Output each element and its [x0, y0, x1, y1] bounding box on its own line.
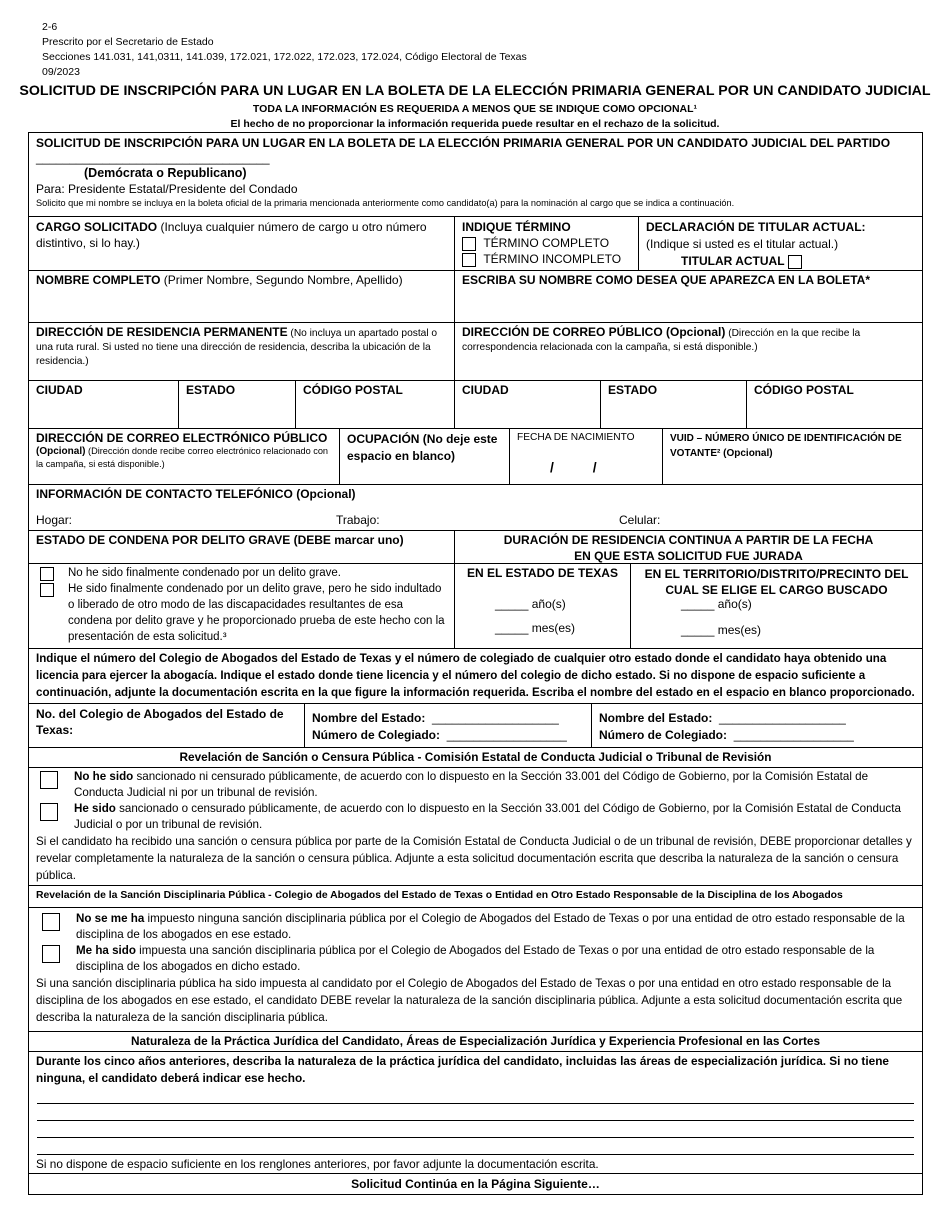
name-row	[29, 271, 922, 323]
yes-discipline-text: impuesta una sanción disciplinaria pública por el Colegio de Abogados del Estado de Texas o por una entidad de otro estado responsable de la disciplina de los abogados en dicho estado.	[76, 944, 875, 973]
no-discipline-text: impuesto ninguna sanción disciplinaria pública por el Colegio de Abogados del Estado de Texas o por una entidad de otro estado responsable de la disciplina de los abogados en ese estado.	[76, 912, 905, 941]
form-header	[42, 20, 527, 80]
practice-line-4[interactable]	[37, 1138, 914, 1155]
no-sanction-checkbox[interactable]	[40, 771, 58, 789]
mail-state-field[interactable]: ESTADO	[601, 381, 747, 428]
office-row	[29, 217, 922, 271]
blank: ___________________	[719, 711, 846, 725]
partial-term-label: TÉRMINO INCOMPLETO	[483, 252, 622, 266]
practice-line-1[interactable]	[37, 1087, 914, 1104]
months-label: mes(es)	[717, 623, 762, 637]
number1-field[interactable]	[312, 727, 584, 744]
city-row	[29, 381, 922, 429]
contact-row	[29, 429, 922, 485]
no-sanction-text: sancionado ni censurado públicamente, de acuerdo con lo dispuesto en la Sección 33.001 del Código de Gobierno, por la Comisión Estatal de Conducta Judicial ni por un tribunal de revisión.	[74, 770, 869, 799]
texas-years-field[interactable]	[495, 597, 566, 611]
territory-residence-label: EN EL TERRITORIO/DISTRITO/PRECINTO DEL CUAL SE ELIGE EL CARGO BUSCADO	[644, 567, 909, 597]
party-heading: SOLICITUD DE INSCRIPCIÓN PARA UN LUGAR EN LA BOLETA DE LA ELECCIÓN PRIMARIA GENERAL POR UN CANDIDATO JUDICIAL DEL PARTIDO	[36, 136, 891, 150]
term-field	[455, 217, 639, 270]
blank: ___________________	[432, 711, 559, 725]
sanction-note: Si el candidato ha recibido una sanción o censura pública por parte de la Comisión Estatal de Conducta Judicial o de un tribunal de revisión, DEBE proporcionar detalles y revelar completamente la naturaleza de la sanción o censura pública. Adjunte a esta solicitud documentación escrita que describa la naturaleza de la sanción o censura pública.	[36, 835, 912, 882]
number2-field[interactable]	[599, 727, 915, 744]
phone-label: INFORMACIÓN DE CONTACTO TELEFÓNICO (Opcional)	[36, 487, 356, 501]
texas-bar-field[interactable]: No. del Colegio de Abogados del Estado de Texas:	[29, 704, 305, 747]
texas-months-field[interactable]	[495, 621, 575, 635]
state2-field[interactable]	[599, 710, 915, 727]
partial-term-checkbox[interactable]	[462, 253, 476, 267]
yes-sanction-text: sancionado o censurado públicamente, de acuerdo con lo dispuesto en la Sección 33.001 del Código de Gobierno, por la Comisión Estatal de Conducta Judicial o por un tribunal de revisión.	[74, 802, 901, 831]
incumbent-check-label: TITULAR ACTUAL	[681, 254, 785, 268]
mail-address-hint: (Dirección en la que recibe la correspondencia relacionada con la campaña, si está disponible.)	[462, 328, 861, 353]
city-field[interactable]: CIUDAD	[29, 381, 179, 428]
mail-city-field[interactable]: CIUDAD	[455, 381, 601, 428]
not-convicted-checkbox[interactable]	[40, 567, 54, 581]
years-label: año(s)	[717, 597, 752, 611]
full-name-field[interactable]	[29, 271, 455, 322]
discipline-body-row	[29, 908, 922, 1032]
email-label: DIRECCIÓN DE CORREO ELECTRÓNICO PÚBLICO	[36, 431, 328, 445]
home-phone-field[interactable]: Hogar:	[36, 513, 73, 527]
yes-sanction-bold: He sido	[74, 802, 116, 815]
texas-residence-label: EN EL ESTADO DE TEXAS	[467, 566, 618, 580]
practice-heading: Naturaleza de la Práctica Jurídica del Candidato, Áreas de Especialización Jurídica y Experiencia Profesional en las Cortes	[130, 1034, 821, 1048]
state-field[interactable]: ESTADO	[179, 381, 296, 428]
state-name-label: Nombre del Estado:	[599, 711, 713, 725]
office-field[interactable]	[29, 217, 455, 270]
form-number: 2-6	[42, 21, 58, 33]
ballot-name-field[interactable]	[455, 271, 922, 322]
blank: __________________	[446, 728, 567, 742]
no-sanction-bold: No he sido	[74, 770, 134, 783]
territory-years-field[interactable]	[681, 597, 752, 611]
work-phone-field[interactable]: Trabajo:	[336, 513, 380, 527]
yes-sanction-checkbox[interactable]	[40, 803, 58, 821]
months-label: mes(es)	[531, 621, 576, 635]
dob-slashes: / /	[550, 459, 597, 475]
blank: _____	[681, 597, 715, 611]
party-input[interactable]: ___________________________________	[36, 151, 270, 165]
vuid-field[interactable]: VUID – NÚMERO ÚNICO DE IDENTIFICACIÓN DE VOTANTE² (Opcional)	[670, 433, 902, 459]
member-number-label: Número de Colegiado:	[599, 728, 728, 742]
cell-phone-field[interactable]: Celular:	[619, 513, 661, 527]
member-number-label: Número de Colegiado:	[312, 728, 441, 742]
discipline-note: Si una sanción disciplinaria pública ha sido impuesta al candidato por el Colegio de Abogados del Estado de Texas o por una entidad en otro estado responsable de la disciplina de los abogados en ese estado, el candidato DEBE revelar la naturaleza de la sanción disciplinaria pública. Adjunte a esta solicitud documentación escrita que describa la naturaleza de la sanción disciplinaria pública.	[36, 977, 903, 1024]
convicted-pardoned-checkbox[interactable]	[40, 583, 54, 597]
no-discipline-checkbox[interactable]	[42, 913, 60, 931]
incumbent-label: DECLARACIÓN DE TITULAR ACTUAL:	[646, 220, 866, 234]
occupation-field[interactable]: OCUPACIÓN (No deje este espacio en blanco)	[340, 429, 510, 484]
bar-instructions-row	[29, 649, 922, 704]
full-term-checkbox[interactable]	[462, 237, 476, 251]
zip-field[interactable]: CÓDIGO POSTAL	[296, 381, 455, 428]
full-name-hint: (Primer Nombre, Segundo Nombre, Apellido)	[163, 273, 403, 287]
practice-heading-row	[29, 1032, 922, 1052]
practice-body-row	[29, 1052, 922, 1174]
not-convicted-label: No he sido finalmente condenado por un delito grave.	[68, 567, 341, 579]
blank: _____	[495, 597, 529, 611]
practice-line-2[interactable]	[37, 1104, 914, 1121]
yes-discipline-checkbox[interactable]	[42, 945, 60, 963]
bar-numbers-row	[29, 704, 922, 748]
full-name-label: NOMBRE COMPLETO	[36, 273, 161, 287]
email-optional: (Opcional)	[36, 446, 86, 457]
practice-line-3[interactable]	[37, 1121, 914, 1138]
full-term-label: TÉRMINO COMPLETO	[483, 236, 610, 250]
residence-address-hint: (No incluya un apartado postal o una ruta rural. Si usted no tiene una dirección de residencia, describa la ubicación de la residencia.)	[36, 328, 438, 367]
addressee: Para: Presidente Estatal/Presidente del Condado	[36, 182, 298, 196]
state-name-label: Nombre del Estado:	[312, 711, 426, 725]
required-notice: TODA LA INFORMACIÓN ES REQUERIDA A MENOS QUE SE INDIQUE COMO OPCIONAL¹	[252, 103, 698, 115]
bar-instructions: Indique el número del Colegio de Abogados del Estado de Texas y el número de colegiado de cualquier otro estado donde el candidato haya obtenido una licencia para ejercer la abogacía. Indique el estado donde tiene licencia y el número del colegio de dicho estado. Si no dispone de espacio suficiente a continuación, adjunte la documentación escrita en la que figure la información requerida. Escriba el nombre del estado en el espacio en blanco proporcionado.	[36, 652, 915, 699]
code-sections: Secciones 141.031, 141,0311, 141.039, 172.021, 172.022, 172.023, 172.024, Código Electoral de Texas	[42, 51, 527, 63]
yes-discipline-bold: Me ha sido	[76, 944, 136, 957]
incumbent-checkbox[interactable]	[788, 255, 802, 269]
blank: _____	[681, 623, 715, 637]
office-hint: (Incluya cualquier número de cargo u otro número distintivo, si lo hay.)	[36, 220, 427, 250]
office-label: CARGO SOLICITADO	[36, 220, 158, 234]
territory-months-field[interactable]	[681, 623, 761, 637]
application-form	[28, 132, 923, 1195]
practice-instructions: Durante los cinco años anteriores, describa la naturaleza de la práctica jurídica del candidato, incluidas las áreas de especialización jurídica. Si no tiene ninguna, el candidato deberá indicar ese hecho.	[36, 1054, 889, 1085]
page-title: SOLICITUD DE INSCRIPCIÓN PARA UN LUGAR EN LA BOLETA DE LA ELECCIÓN PRIMARIA GENERAL POR UN CANDIDATO JUDICIAL	[19, 83, 931, 99]
party-hint: (Demócrata o Republicano)	[84, 166, 247, 180]
incumbent-field	[639, 217, 922, 270]
email-hint: (Dirección donde recibe correo electrónico relacionado con la campaña, si está disponible.)	[36, 446, 329, 469]
residence-duration-label: DURACIÓN DE RESIDENCIA CONTINUA A PARTIR DE LA FECHA EN QUE ESTA SOLICITUD FUE JURADA	[503, 533, 874, 563]
felony-label: ESTADO DE CONDENA POR DELITO GRAVE (DEBE marcar uno)	[29, 531, 455, 563]
practice-note: Si no dispone de espacio suficiente en los renglones anteriores, por favor adjunte la documentación escrita.	[36, 1157, 599, 1171]
mail-address-label: DIRECCIÓN DE CORREO PÚBLICO (Opcional)	[462, 325, 726, 339]
rejection-notice: El hecho de no proporcionar la información requerida puede resultar en el rechazo de la solicitud.	[230, 118, 720, 130]
felony-residence-header	[29, 531, 922, 564]
felony-residence-body	[29, 564, 922, 649]
request-statement: Solicito que mi nombre se incluya en la boleta oficial de la primaria mencionada anteriormente como candidato(a) para la nominación al cargo que se indica a continuación.	[36, 198, 735, 208]
footer-row	[29, 1174, 922, 1194]
term-label: INDIQUE TÉRMINO	[462, 220, 571, 234]
sanction-heading: Revelación de Sanción o Censura Pública - Comisión Estatal de Conducta Judicial o Tribunal de Revisión	[179, 750, 772, 764]
discipline-heading-row	[29, 886, 922, 908]
ballot-name-label: ESCRIBA SU NOMBRE COMO DESEA QUE APAREZCA EN LA BOLETA*	[462, 273, 871, 287]
blank: _____	[495, 621, 529, 635]
no-discipline-bold: No se me ha	[76, 912, 145, 925]
sanction-heading-row	[29, 748, 922, 768]
state1-field[interactable]	[312, 710, 584, 727]
residence-address-field[interactable]	[29, 323, 455, 380]
discipline-heading: Revelación de la Sanción Disciplinaria Pública - Colegio de Abogados del Estado de Texas o Entidad en Otro Estado Responsable de la Disciplina de los Abogados	[36, 890, 843, 901]
party-section	[29, 133, 922, 217]
address-row	[29, 323, 922, 381]
incumbent-hint: (Indique si usted es el titular actual.)	[646, 237, 839, 251]
prescribed-by: Prescrito por el Secretario de Estado	[42, 36, 214, 48]
residence-address-label: DIRECCIÓN DE RESIDENCIA PERMANENTE	[36, 325, 288, 339]
sanction-body-row	[29, 768, 922, 886]
mail-address-field[interactable]	[455, 323, 922, 380]
continued-notice: Solicitud Continúa en la Página Siguiente…	[351, 1177, 600, 1191]
mail-zip-field[interactable]: CÓDIGO POSTAL	[754, 383, 854, 397]
blank: __________________	[733, 728, 854, 742]
form-date: 09/2023	[42, 66, 80, 78]
email-field[interactable]	[29, 429, 340, 484]
phone-row	[29, 485, 922, 531]
dob-field[interactable]	[510, 429, 663, 484]
convicted-pardoned-label: He sido finalmente condenado por un delito grave, pero he sido indultado o liberado de otro modo de las discapacidades resultantes de esa condena por delito grave y he proporcionado prueba de este hecho con la presentación de esta solicitud.³	[68, 583, 445, 643]
years-label: año(s)	[531, 597, 566, 611]
dob-label: FECHA DE NACIMIENTO	[517, 432, 635, 443]
